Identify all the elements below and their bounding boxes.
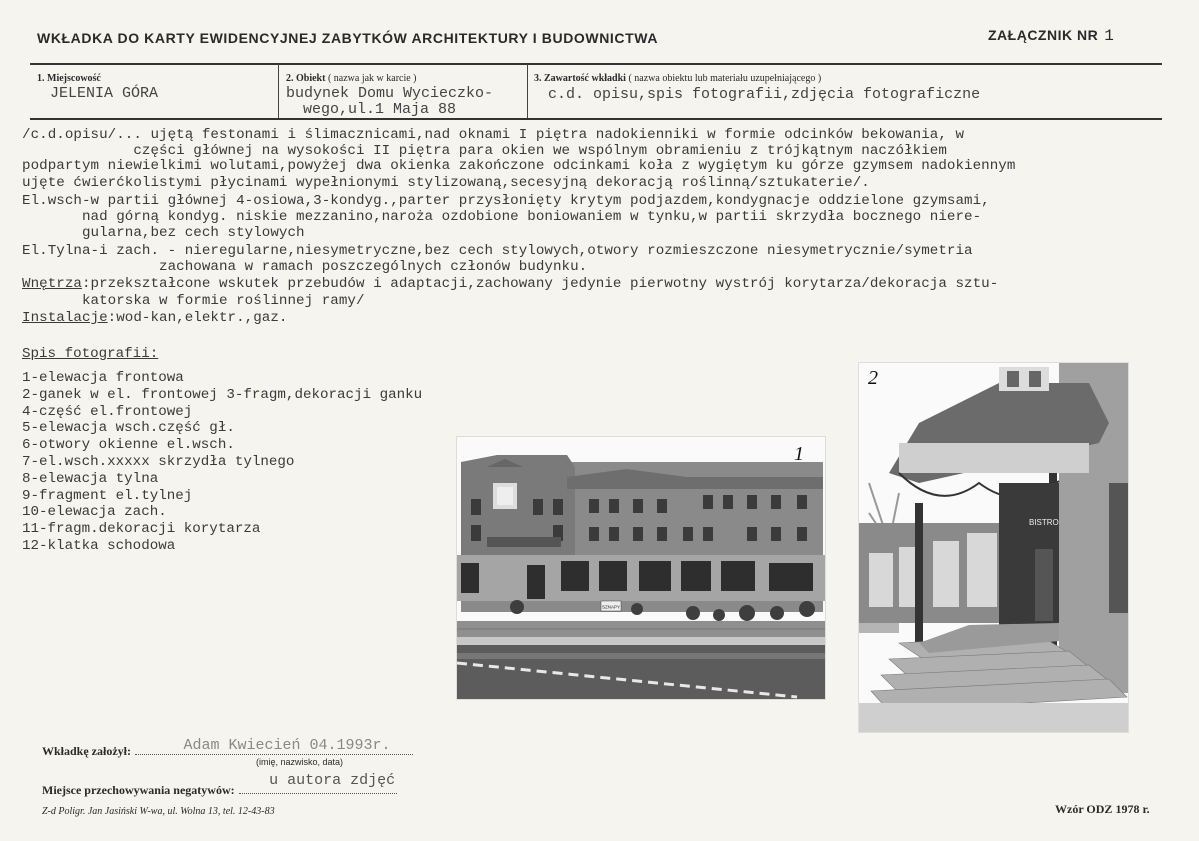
form-version: Wzór ODZ 1978 r.	[1055, 802, 1150, 816]
interiors-line-1	[22, 277, 998, 293]
description-line-4: ujęte ćwierćkolistymi płycinami wypełnionymi stylizowaną,secesyjną dekoracją roślinną/sztukaterie/.	[22, 175, 870, 191]
field-divider-2	[527, 64, 528, 119]
field-content-label-text: 3. Zawartość wkładki	[534, 73, 626, 84]
photo-porch-image	[859, 363, 1128, 732]
annex-label-text: ZAŁĄCZNIK NR	[988, 27, 1099, 43]
field-locality-value: JELENIA GÓRA	[50, 85, 159, 102]
photo-list-item: 11-fragm.dekoracji korytarza	[22, 521, 261, 538]
installations-heading: Instalacje	[22, 310, 108, 326]
created-by-label: Wkładkę założył:	[42, 744, 131, 758]
description-line-1: /c.d.opisu/... ujętą festonami i ślimacznicami,nad oknami I piętra nadokienniki w formie odcinków bekowania, w	[22, 127, 965, 143]
interiors-line-2: katorska w formie roślinnej ramy/	[22, 293, 365, 309]
top-rule	[30, 63, 1162, 65]
interiors-heading: Wnętrza	[22, 276, 82, 292]
photo-front-elevation	[456, 436, 826, 700]
photo-list-item: 6-otwory okienne el.wsch.	[22, 437, 235, 454]
negatives-dotted-line	[239, 772, 397, 794]
field-object-label	[286, 73, 417, 84]
installations-line	[22, 311, 287, 327]
field-object-value-line-1: budynek Domu Wycieczko-	[286, 85, 494, 102]
interiors-text-1: :przekształcone wskutek przebudów i adaptacji,zachowany jedynie pierwotny wystrój korytarza/dekoracja sztu-	[81, 276, 999, 292]
field-content-note: ( nazwa obiektu lub materiału uzupełniającego )	[628, 73, 822, 84]
photo-list-item: 7-el.wsch.xxxxx skrzydła tylnego	[22, 453, 295, 470]
field-object-value-line-2: wego,ul.1 Maja 88	[303, 101, 457, 118]
field-divider-1	[278, 64, 279, 119]
created-by-row	[42, 737, 462, 760]
photo-porch	[858, 362, 1129, 733]
field-object-label-text: 2. Obiekt	[286, 73, 326, 84]
fields-bottom-rule	[30, 118, 1162, 120]
field-object-note: ( nazwa jak w karcie )	[327, 73, 417, 84]
rear-elevation-line-1: El.Tylna-i zach. - nieregularne,niesymetryczne,bez cech stylowych,otwory rozmieszczone niesymetrycznie/symetria	[22, 243, 973, 259]
photo-front-elevation-image	[457, 437, 825, 699]
printer-note: Z-d Poligr. Jan Jasiński W-wa, ul. Wolna 13, tel. 12-43-83	[42, 806, 275, 817]
photo-list-item: 1-elewacja frontowa	[22, 370, 184, 386]
description-line-2: części głównej na wysokości II piętra para okien we wspólnym obramieniu z trójkątnym naczółkiem	[22, 142, 947, 159]
description-line-3: podpartym niewielkimi wolutami,powyżej dwa okienka zakończone odcinkami koła z wygiętym ku górze gzymsem nadokiennym	[22, 158, 1016, 174]
east-elevation-line-1: El.wsch-w partii głównej 4-osiowa,3-kondyg.,parter przysłonięty krytym podjazdem,kondygnacje oddzielone gzymsami,	[22, 193, 990, 209]
negatives-label: Miejsce przechowywania negatywów:	[42, 783, 235, 797]
photo-list-item: 4-część el.frontowej	[22, 403, 193, 420]
created-by-value: Adam Kwiecień 04.1993r.	[183, 737, 391, 754]
created-by-dotted-line	[135, 737, 413, 755]
east-elevation-line-3: gularna,bez cech stylowych	[22, 225, 305, 241]
field-locality-label: 1. Miejscowość	[37, 73, 101, 84]
photo-list-item: 2-ganek w el. frontowej 3-fragm,dekoracji ganku	[22, 386, 423, 403]
photo-porch-sign-text: BISTRO	[1029, 518, 1059, 527]
negatives-value: u autora zdjęć	[269, 772, 396, 789]
photo-list-heading: Spis fotografii:	[22, 346, 159, 362]
photo-sign-text: SZNAPY	[601, 604, 621, 610]
photo-list-item: 12-klatka schodowa	[22, 537, 176, 554]
photo-list-item: 10-elewacja zach.	[22, 504, 167, 521]
negatives-row	[42, 772, 462, 799]
rear-elevation-line-2: zachowana w ramach poszczególnych członów budynku.	[22, 259, 588, 275]
photo-list-item: 5-elewacja wsch.część gł.	[22, 420, 235, 437]
photo-list-item: 8-elewacja tylna	[22, 470, 159, 487]
photo-front-elevation-number: 1	[794, 443, 804, 465]
east-elevation-line-2: nad górną kondyg. niskie mezzanino,naroża ozdobione boniowaniem w tynku,w partii skrzydła bocznego niere-	[22, 209, 982, 225]
annex-number: 1	[1104, 27, 1115, 45]
installations-text: :wod-kan,elektr.,gaz.	[107, 310, 288, 326]
annex-label	[988, 27, 1114, 45]
photo-porch-number: 2	[868, 367, 878, 389]
created-by-hint: (imię, nazwisko, data)	[256, 757, 344, 767]
photo-list	[22, 370, 422, 555]
document-title: WKŁADKA DO KARTY EWIDENCYJNEJ ZABYTKÓW ARCHITEKTURY I BUDOWNICTWA	[37, 30, 659, 46]
field-content-label	[534, 73, 821, 84]
photo-list-item: 9-fragment el.tylnej	[22, 487, 193, 504]
field-content-value: c.d. opisu,spis fotografii,zdjęcia fotograficzne	[548, 86, 981, 103]
